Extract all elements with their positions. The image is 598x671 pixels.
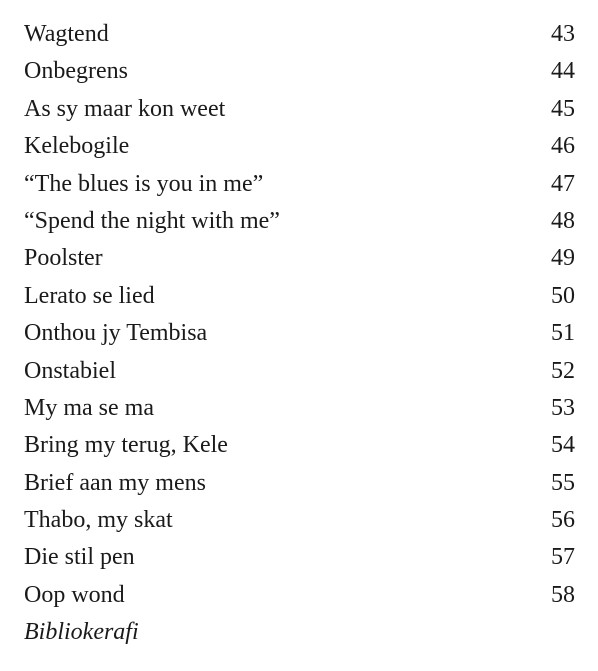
toc-entry [24,465,575,502]
toc-entry-title: “Spend the night with me” [24,207,280,234]
toc-entry [24,203,575,240]
toc-entry-title: My ma se ma [24,394,154,421]
toc-entry-title: Poolster [24,245,103,272]
toc-entry-title: Die stil pen [24,544,135,571]
toc-entry [24,390,575,427]
toc-entry [24,53,575,90]
toc-entry-title: Lerato se lied [24,282,155,309]
toc-entry-page: 46 [551,133,575,160]
toc-entry [24,240,575,277]
toc-entry [24,166,575,203]
toc-entry-title: Brief aan my mens [24,469,206,496]
toc-entry-title: Thabo, my skat [24,507,173,534]
toc-entry [24,539,575,576]
toc-entry [24,91,575,128]
toc-entry-title: Onthou jy Tembisa [24,320,208,347]
toc-entry-page: 47 [551,170,575,197]
toc-entry-title: Kelebogile [24,133,130,160]
toc-entry-title: Wagtend [24,21,109,47]
toc-entry-title: Bibliokerafi [24,619,139,646]
toc-entry-page: 52 [551,357,575,384]
toc-entry-title: Onbegrens [24,58,128,85]
toc-entry-page: 54 [551,432,575,459]
toc-entry [24,16,575,53]
toc-entry-page: 50 [551,282,575,309]
toc-entry [24,353,575,390]
toc-entry [24,577,575,614]
toc-entry [24,427,575,464]
toc-entry-bibliography [24,614,575,651]
toc-entry [24,128,575,165]
toc-entry-page: 58 [551,581,575,608]
toc-entry-page: 55 [551,469,575,496]
table-of-contents [24,16,575,652]
toc-entry-page: 45 [551,95,575,122]
toc-entry-page: 51 [551,320,575,347]
toc-entry-page: 43 [551,21,575,47]
toc-entry-page: 48 [551,207,575,234]
toc-entry [24,315,575,352]
toc-entry-title: Oop wond [24,581,125,608]
toc-entry-page: 53 [551,394,575,421]
toc-entry [24,278,575,315]
toc-entry-title: As sy maar kon weet [24,95,226,122]
toc-entry [24,502,575,539]
toc-entry-title: “The blues is you in me” [24,170,264,197]
toc-entry-page: 44 [551,58,575,85]
toc-entry-title: Bring my terug, Kele [24,432,228,459]
toc-entry-page: 57 [551,544,575,571]
toc-entry-page: 56 [551,507,575,534]
toc-entry-page: 49 [551,245,575,272]
toc-entry-title: Onstabiel [24,357,116,384]
